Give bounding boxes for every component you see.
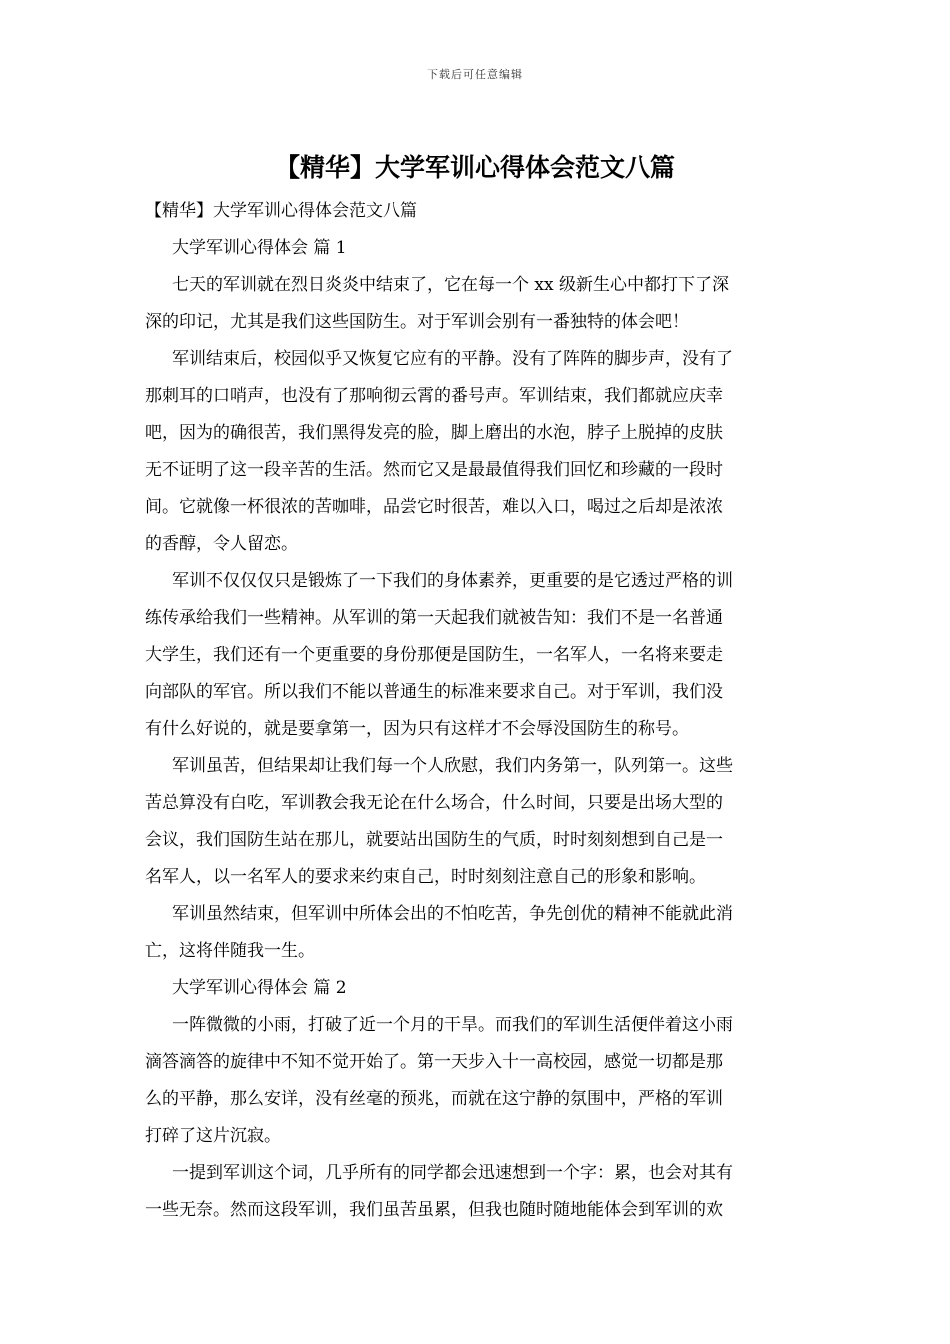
text-line: 军训不仅仅仅只是锻炼了一下我们的身体素养，更重要的是它透过严格的训 bbox=[172, 571, 733, 591]
text-line: 大学军训心得体会 篇 2 bbox=[172, 978, 347, 998]
text-line: 【精华】大学军训心得体会范文八篇 bbox=[145, 201, 417, 221]
text-line: 的香醇，令人留恋。 bbox=[145, 534, 298, 554]
text-line: 间。它就像一杯很浓的苦咖啡，品尝它时很苦，难以入口，喝过之后却是浓浓 bbox=[145, 497, 723, 517]
text-line: 军训虽然结束，但军训中所体会出的不怕吃苦，争先创优的精神不能就此消 bbox=[172, 904, 733, 924]
text-line: 七天的军训就在烈日炎炎中结束了，它在每一个 xx 级新生心中都打下了深 bbox=[172, 275, 729, 295]
text-line: 苦总算没有白吃，军训教会我无论在什么场合，什么时间，只要是出场大型的 bbox=[145, 793, 723, 813]
text-line: 无不证明了这一段辛苦的生活。然而它又是最最值得我们回忆和珍藏的一段时 bbox=[145, 460, 723, 480]
text-line: 亡，这将伴随我一生。 bbox=[145, 941, 315, 961]
text-line: 会议，我们国防生站在那儿，就要站出国防生的气质，时时刻刻想到自己是一 bbox=[145, 830, 723, 850]
text-line: 名军人，以一名军人的要求来约束自己，时时刻刻注意自己的形象和影响。 bbox=[145, 867, 706, 887]
text-line: 向部队的军官。所以我们不能以普通生的标准来要求自己。对于军训，我们没 bbox=[145, 682, 723, 702]
text-line: 吧，因为的确很苦，我们黑得发亮的脸，脚上磨出的水泡，脖子上脱掉的皮肤 bbox=[145, 423, 723, 443]
text-line: 一提到军训这个词，几乎所有的同学都会迅速想到一个字：累，也会对其有 bbox=[172, 1163, 733, 1183]
text-line: 练传承给我们一些精神。从军训的第一天起我们就被告知：我们不是一名普通 bbox=[145, 608, 723, 628]
text-line: 军训虽苦，但结果却让我们每一个人欣慰，我们内务第一，队列第一。这些 bbox=[172, 756, 733, 776]
text-line: 有什么好说的，就是要拿第一，因为只有这样才不会辱没国防生的称号。 bbox=[145, 719, 689, 739]
text-line: 那刺耳的口哨声，也没有了那响彻云霄的番号声。军训结束，我们都就应庆幸 bbox=[145, 386, 723, 406]
text-line: 大学军训心得体会 篇 1 bbox=[172, 238, 347, 258]
text-line: 一些无奈。然而这段军训，我们虽苦虽累，但我也随时随地能体会到军训的欢 bbox=[145, 1200, 723, 1220]
text-line: 一阵微微的小雨，打破了近一个月的干旱。而我们的军训生活便伴着这小雨 bbox=[172, 1015, 733, 1035]
text-line: 深的印记，尤其是我们这些国防生。对于军训会别有一番独特的体会吧！ bbox=[145, 312, 689, 332]
text-line: 军训结束后，校园似乎又恢复它应有的平静。没有了阵阵的脚步声，没有了 bbox=[172, 349, 733, 369]
text-line: 大学生，我们还有一个更重要的身份那便是国防生，一名军人，一名将来要走 bbox=[145, 645, 723, 665]
text-line: 滴答滴答的旋律中不知不觉开始了。第一天步入十一高校园，感觉一切都是那 bbox=[145, 1052, 723, 1072]
text-line: 打碎了这片沉寂。 bbox=[145, 1126, 281, 1146]
header-note: 下载后可任意编辑 bbox=[427, 68, 523, 81]
document-body bbox=[145, 196, 805, 1225]
page-title: 【精华】大学军训心得体会范文八篇 bbox=[274, 153, 675, 182]
text-line: 么的平静，那么安详，没有丝毫的预兆，而就在这宁静的氛围中，严格的军训 bbox=[145, 1089, 723, 1109]
